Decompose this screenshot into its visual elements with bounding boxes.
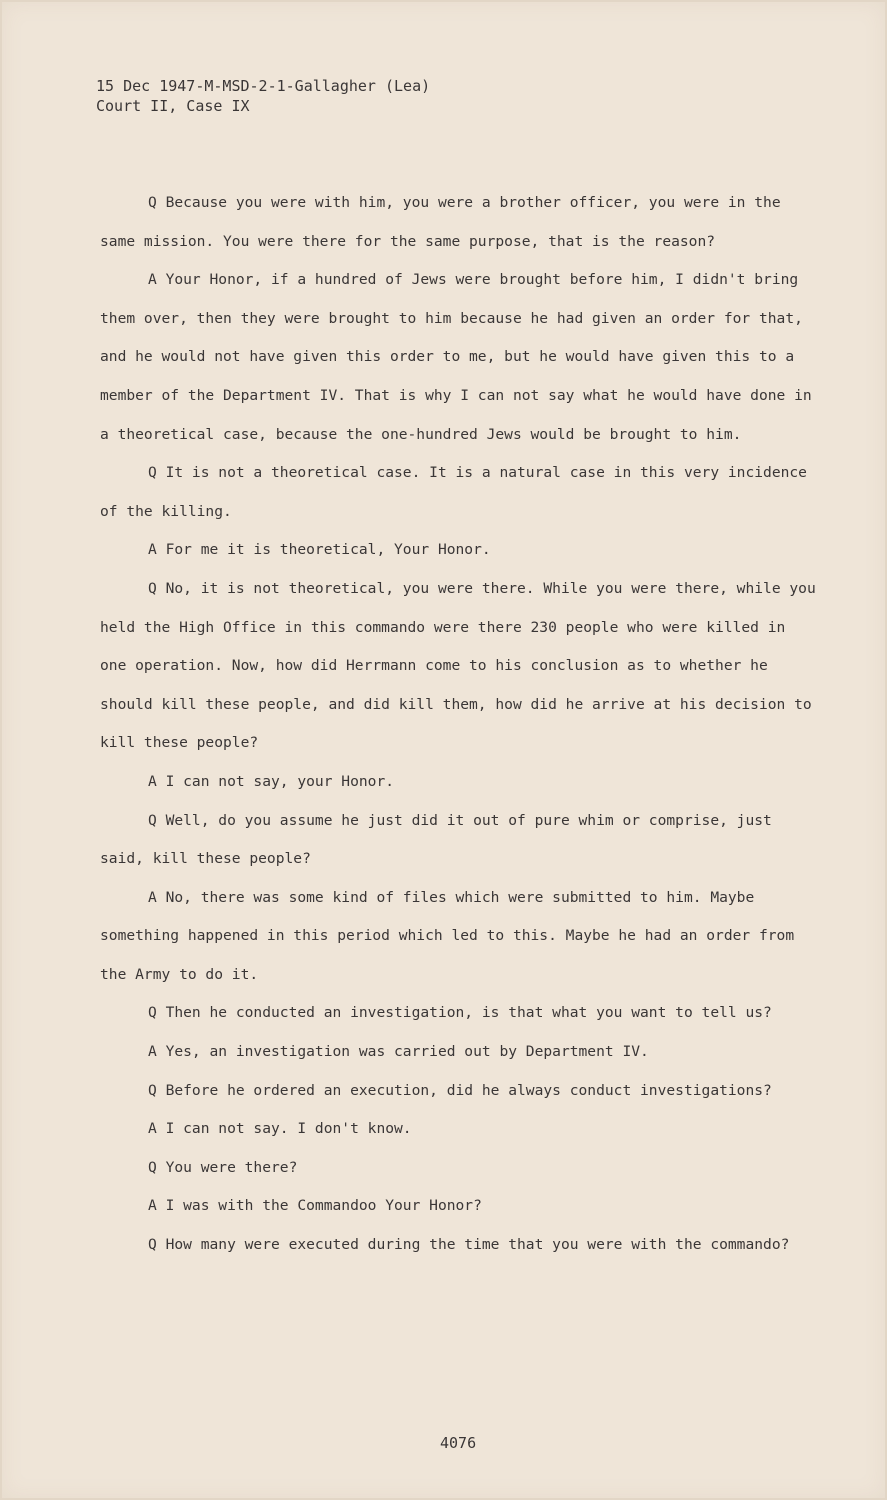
document-header bbox=[96, 76, 430, 116]
header-court-line: Court II, Case IX bbox=[96, 97, 250, 115]
transcript-paragraph: Q You were there? bbox=[148, 1158, 298, 1176]
transcript-paragraph: A No, there was some kind of files which were submitted to him. Maybe something happened in this period which led to this. Maybe he had an order from the Army to do it. bbox=[100, 888, 795, 983]
header-date-line: 15 Dec 1947-M-MSD-2-1-Gallagher (Lea) bbox=[96, 77, 431, 95]
transcript-paragraph: A I can not say. I don't know. bbox=[148, 1120, 412, 1138]
transcript-paragraph: Q Before he ordered an execution, did he always conduct investigations? bbox=[148, 1081, 772, 1099]
transcript-paragraph: A Your Honor, if a hundred of Jews were brought before him, I didn't bring them over, then they were brought to him because he had given an order for that, and he would not have given this order to me, but he would have given this to a member of the Department IV. That is why I can not say what he would have done in a theoretical case, because the one-hundred Jews would be brought to him. bbox=[100, 271, 812, 443]
transcript-paragraph: A Yes, an investigation was carried out by Department IV. bbox=[148, 1043, 649, 1061]
transcript-paragraph: Q Because you were with him, you were a brother officer, you were in the same mission. You were there for the same purpose, that is the reason? bbox=[100, 194, 781, 250]
transcript-paragraph: Q Then he conducted an investigation, is that what you want to tell us? bbox=[148, 1004, 772, 1022]
transcript-paragraph: Q It is not a theoretical case. It is a natural case in this very incidence of the killing. bbox=[100, 464, 807, 520]
transcript-body bbox=[100, 184, 820, 1265]
transcript-paragraph: Q No, it is not theoretical, you were there. While you were there, while you held the High Office in this commando were there 230 people who were killed in one operation. Now, how did Herrmann come to his conclusion as to whether he should kill these people, and did kill them, how did he arrive at his decision to kill these people? bbox=[100, 579, 816, 752]
page-number: 4076 bbox=[440, 1434, 477, 1452]
transcript-paragraph: Q Well, do you assume he just did it out of pure whim or comprise, just said, kill these people? bbox=[100, 811, 772, 868]
transcript-paragraph: Q How many were executed during the time that you were with the commando? bbox=[148, 1236, 790, 1254]
transcript-paragraph: A I was with the Commandoo Your Honor? bbox=[148, 1197, 482, 1215]
transcript-paragraph: A I can not say, your Honor. bbox=[148, 772, 395, 790]
transcript-paragraph: A For me it is theoretical, Your Honor. bbox=[148, 541, 491, 559]
